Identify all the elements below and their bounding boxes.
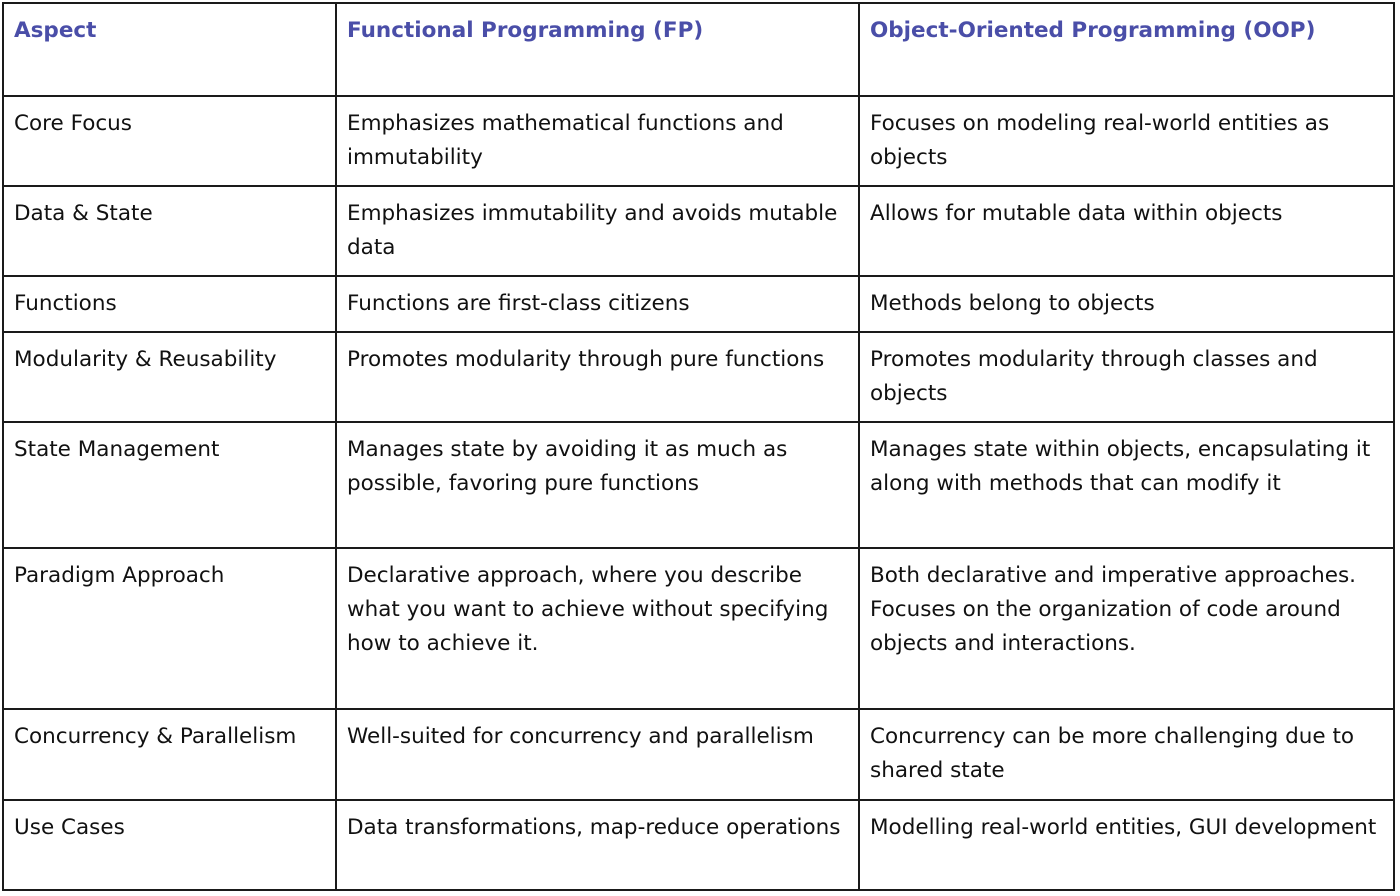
oop-cell: Manages state within objects, encapsulating it along with methods that can modify it (859, 422, 1394, 548)
aspect-cell: Data & State (3, 186, 336, 276)
aspect-cell: Paradigm Approach (3, 548, 336, 709)
aspect-cell: Use Cases (3, 800, 336, 890)
table-row (3, 422, 1394, 548)
fp-cell: Promotes modularity through pure functions (336, 332, 859, 422)
table-row (3, 332, 1394, 422)
table-row (3, 276, 1394, 332)
table-row (3, 548, 1394, 709)
aspect-cell: Functions (3, 276, 336, 332)
fp-cell: Manages state by avoiding it as much as possible, favoring pure functions (336, 422, 859, 548)
header-row (3, 3, 1394, 96)
fp-cell: Functions are first-class citizens (336, 276, 859, 332)
header-fp: Functional Programming (FP) (336, 3, 859, 96)
fp-cell: Emphasizes mathematical functions and immutability (336, 96, 859, 186)
fp-cell: Emphasizes immutability and avoids mutable data (336, 186, 859, 276)
comparison-table (2, 2, 1395, 891)
header-oop: Object-Oriented Programming (OOP) (859, 3, 1394, 96)
table-row (3, 709, 1394, 800)
fp-cell: Data transformations, map-reduce operations (336, 800, 859, 890)
fp-cell: Well-suited for concurrency and parallelism (336, 709, 859, 800)
oop-cell: Allows for mutable data within objects (859, 186, 1394, 276)
oop-cell: Focuses on modeling real-world entities as objects (859, 96, 1394, 186)
aspect-cell: State Management (3, 422, 336, 548)
oop-cell: Promotes modularity through classes and objects (859, 332, 1394, 422)
table-row (3, 800, 1394, 890)
oop-cell: Modelling real-world entities, GUI development (859, 800, 1394, 890)
aspect-cell: Modularity & Reusability (3, 332, 336, 422)
aspect-cell: Concurrency & Parallelism (3, 709, 336, 800)
table-row (3, 96, 1394, 186)
oop-cell: Methods belong to objects (859, 276, 1394, 332)
oop-cell: Both declarative and imperative approaches. Focuses on the organization of code around objects and interactions. (859, 548, 1394, 709)
table-row (3, 186, 1394, 276)
header-aspect: Aspect (3, 3, 336, 96)
oop-cell: Concurrency can be more challenging due to shared state (859, 709, 1394, 800)
aspect-cell: Core Focus (3, 96, 336, 186)
fp-cell: Declarative approach, where you describe what you want to achieve without specifying how to achieve it. (336, 548, 859, 709)
